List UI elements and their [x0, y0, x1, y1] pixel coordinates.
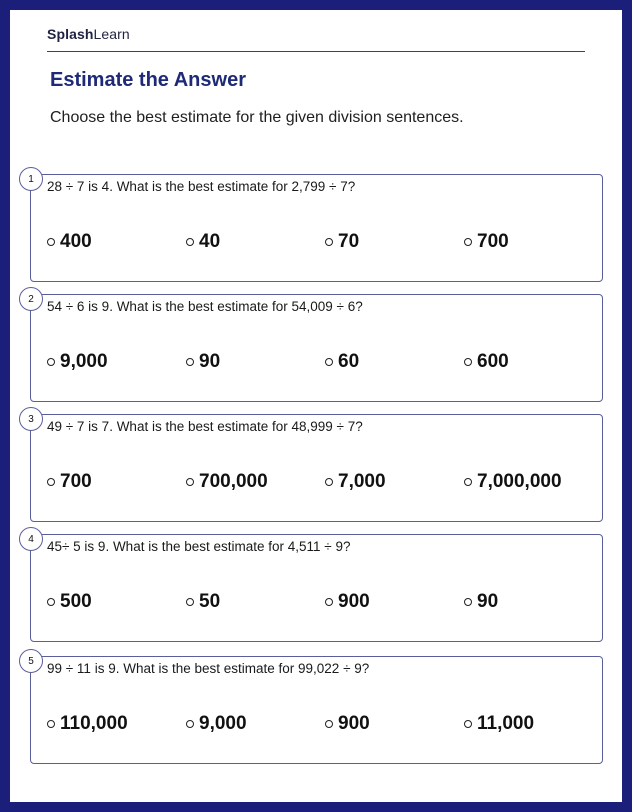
radio-icon[interactable]	[47, 478, 55, 486]
answer-option-c[interactable]	[325, 231, 359, 253]
option-label: 90	[477, 591, 499, 612]
option-label: 400	[60, 231, 92, 252]
option-label: 9,000	[199, 713, 247, 734]
answer-option-c[interactable]	[325, 471, 386, 493]
radio-icon[interactable]	[186, 478, 194, 486]
question-card-3	[30, 414, 603, 522]
answer-option-d[interactable]	[464, 713, 534, 735]
radio-icon[interactable]	[464, 720, 472, 728]
radio-icon[interactable]	[186, 720, 194, 728]
question-card-1	[30, 174, 603, 282]
answer-option-d[interactable]	[464, 351, 509, 373]
radio-icon[interactable]	[47, 238, 55, 246]
radio-icon[interactable]	[325, 720, 333, 728]
answer-option-d[interactable]	[464, 591, 498, 613]
answer-option-c[interactable]	[325, 591, 370, 613]
question-card-2	[30, 294, 603, 402]
radio-icon[interactable]	[325, 478, 333, 486]
option-label: 600	[477, 351, 509, 372]
answer-option-b[interactable]	[186, 231, 220, 253]
header-divider	[47, 51, 585, 52]
worksheet-page	[10, 10, 622, 802]
question-card-5	[30, 656, 603, 764]
answer-option-b[interactable]	[186, 713, 247, 735]
question-number-badge: 5	[19, 649, 43, 673]
radio-icon[interactable]	[186, 358, 194, 366]
option-label: 9,000	[60, 351, 108, 372]
radio-icon[interactable]	[47, 358, 55, 366]
radio-icon[interactable]	[325, 238, 333, 246]
question-number-badge: 3	[19, 407, 43, 431]
question-number-badge: 2	[19, 287, 43, 311]
page-title: Estimate the Answer	[50, 69, 246, 91]
answer-option-c[interactable]	[325, 713, 370, 735]
radio-icon[interactable]	[47, 720, 55, 728]
answer-option-a[interactable]	[47, 231, 92, 253]
radio-icon[interactable]	[464, 598, 472, 606]
question-text: 54 ÷ 6 is 9. What is the best estimate for 54,009 ÷ 6?	[47, 299, 363, 314]
option-label: 500	[60, 591, 92, 612]
option-label: 700	[477, 231, 509, 252]
radio-icon[interactable]	[464, 358, 472, 366]
option-label: 700,000	[199, 471, 268, 492]
option-label: 7,000	[338, 471, 386, 492]
answer-option-a[interactable]	[47, 713, 128, 735]
option-label: 900	[338, 713, 370, 734]
option-label: 50	[199, 591, 221, 612]
question-card-4	[30, 534, 603, 642]
question-text: 45÷ 5 is 9. What is the best estimate for 4,511 ÷ 9?	[47, 539, 351, 554]
question-text: 28 ÷ 7 is 4. What is the best estimate for 2,799 ÷ 7?	[47, 179, 356, 194]
logo-bold-text: Splash	[47, 26, 94, 42]
question-text: 99 ÷ 11 is 9. What is the best estimate for 99,022 ÷ 9?	[47, 661, 370, 676]
answer-option-d[interactable]	[464, 231, 509, 253]
question-text: 49 ÷ 7 is 7. What is the best estimate for 48,999 ÷ 7?	[47, 419, 363, 434]
logo-light-text: Learn	[93, 26, 130, 42]
instructions: Choose the best estimate for the given division sentences.	[50, 109, 464, 126]
radio-icon[interactable]	[464, 238, 472, 246]
radio-icon[interactable]	[186, 598, 194, 606]
radio-icon[interactable]	[186, 238, 194, 246]
answer-option-b[interactable]	[186, 471, 268, 493]
answer-option-a[interactable]	[47, 471, 92, 493]
answer-option-c[interactable]	[325, 351, 359, 373]
option-label: 900	[338, 591, 370, 612]
radio-icon[interactable]	[325, 358, 333, 366]
radio-icon[interactable]	[464, 478, 472, 486]
answer-option-a[interactable]	[47, 591, 92, 613]
answer-option-d[interactable]	[464, 471, 562, 493]
option-label: 110,000	[60, 713, 128, 734]
question-number-badge: 1	[19, 167, 43, 191]
option-label: 70	[338, 231, 360, 252]
radio-icon[interactable]	[325, 598, 333, 606]
answer-option-b[interactable]	[186, 591, 220, 613]
answer-option-a[interactable]	[47, 351, 108, 373]
question-number-badge: 4	[19, 527, 43, 551]
option-label: 40	[199, 231, 221, 252]
option-label: 90	[199, 351, 221, 372]
answer-option-b[interactable]	[186, 351, 220, 373]
radio-icon[interactable]	[47, 598, 55, 606]
option-label: 7,000,000	[477, 471, 562, 492]
option-label: 60	[338, 351, 360, 372]
option-label: 700	[60, 471, 92, 492]
splashlearn-logo	[47, 26, 130, 42]
option-label: 11,000	[477, 713, 535, 734]
